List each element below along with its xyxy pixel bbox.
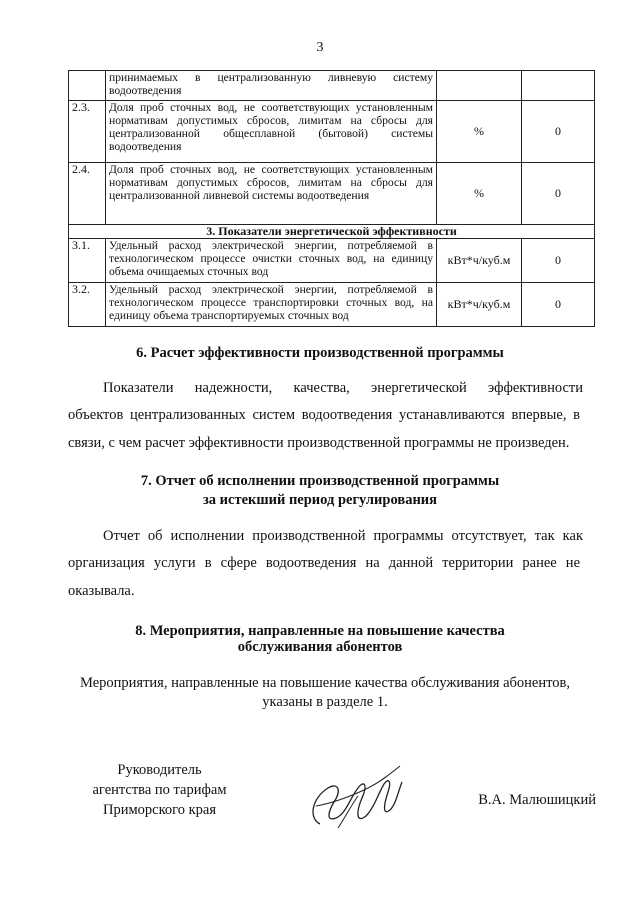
row-unit: кВт*ч/куб.м — [437, 283, 522, 327]
section6-heading: 6. Расчет эффективности производственной программы — [136, 345, 504, 361]
row-description: принимаемых в централизованную ливневую систему водоотведения — [106, 71, 437, 101]
row-value: 0 — [522, 283, 595, 327]
row-value — [522, 71, 595, 101]
row-value: 0 — [522, 239, 595, 283]
row-description: Доля проб сточных вод, не соответствующих установленным нормативам допустимых сбросов, лимитам на сбросы для централизованной ливневой системы водоотведения — [106, 163, 437, 225]
section8-para-line1: Мероприятия, направленные на повышение качества обслуживания абонентов, — [80, 675, 570, 691]
section8-para-line2: указаны в разделе 1. — [262, 694, 388, 710]
table-row — [69, 163, 595, 225]
section8-heading-line2: обслуживания абонентов — [237, 639, 403, 655]
signatory-title-line1: Руководитель — [117, 762, 202, 778]
row-number — [69, 71, 106, 101]
table-section-row — [69, 225, 595, 239]
section7-heading-line1: 7. Отчет об исполнении производственной программы — [140, 473, 500, 489]
section7-para-rest: организация услуги в сфере водоотведения на данной территории ранее не оказывала. — [68, 555, 580, 599]
row-unit: % — [437, 163, 522, 225]
page-number: 3 — [316, 40, 324, 55]
indicators-table — [68, 70, 580, 326]
table-row — [69, 71, 595, 101]
row-number: 2.3. — [69, 101, 106, 163]
signatory-title-line3: Приморского края — [102, 802, 216, 818]
section-title: 3. Показатели энергетической эффективности — [69, 225, 595, 239]
row-value: 0 — [522, 101, 595, 163]
table-row — [69, 239, 595, 283]
section6-para-rest: объектов централизованных систем водоотведения устанавливаются впервые, в связи, с чем расчет эффективности производственной программы не произведен. — [68, 407, 580, 451]
section7-heading-line2: за истекший период регулирования — [202, 492, 438, 508]
row-number: 3.1. — [69, 239, 106, 283]
row-number: 2.4. — [69, 163, 106, 225]
row-unit: кВт*ч/куб.м — [437, 239, 522, 283]
row-unit: % — [437, 101, 522, 163]
row-unit — [437, 71, 522, 101]
section7-para-line1: Отчет об исполнении производственной программы отсутствует, так как — [103, 528, 583, 544]
table-row — [69, 101, 595, 163]
handwritten-signature — [298, 758, 408, 838]
row-description: Доля проб сточных вод, не соответствующих установленным нормативам допустимых сбросов, лимитам на сбросы для централизованной общесплавной (бытовой) системы водоотведения — [106, 101, 437, 163]
row-value: 0 — [522, 163, 595, 225]
signatory-name: В.А. Малюшицкий — [478, 792, 596, 808]
section8-heading-line1: 8. Мероприятия, направленные на повышение качества — [135, 623, 505, 639]
signatory-title-line2: агентства по тарифам — [92, 782, 227, 798]
table-row — [69, 283, 595, 327]
section6-para-line1: Показатели надежности, качества, энергетической эффективности — [103, 380, 583, 396]
row-description: Удельный расход электрической энергии, потребляемой в технологическом процессе очистки сточных вод, на единицу объема очищаемых сточных вод — [106, 239, 437, 283]
row-description: Удельный расход электрической энергии, потребляемой в технологическом процессе транспортировки сточных вод, на единицу объема транспортируемых сточных вод — [106, 283, 437, 327]
row-number: 3.2. — [69, 283, 106, 327]
